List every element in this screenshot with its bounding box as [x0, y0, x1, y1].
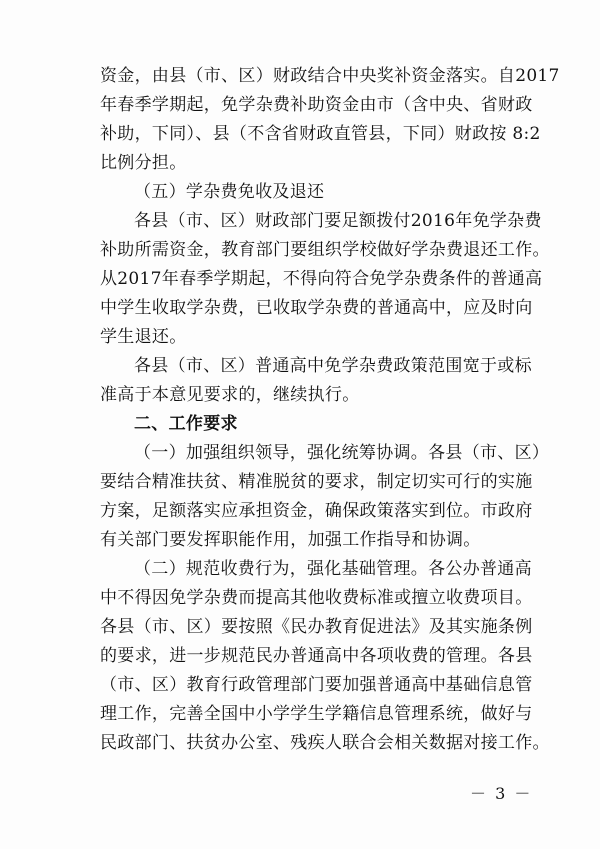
section-heading: 二、工作要求 [134, 414, 238, 434]
text-line: 补助，下同）、县（不含省财政直管县，下同）财政按 8:2 [100, 124, 541, 144]
text-line: 各县（市、区）普通高中免学杂费政策范围宽于或标 [134, 356, 532, 376]
text-line: 有关部门要发挥职能作用，加强工作指导和协调。 [100, 530, 481, 550]
text-line: 准高于本意见要求的，继续执行。 [100, 385, 360, 405]
body-text [100, 62, 560, 758]
section-subheading: （五）学杂费免收及退还 [134, 182, 325, 202]
text-line: 资金，由县（市、区）财政结合中央奖补资金落实。自2017 [100, 66, 560, 86]
text-line: 的要求，进一步规范民办普通高中各项收费的管理。各县 [100, 646, 533, 666]
page-number: － 3 － [470, 784, 533, 803]
text-line: 从2017年春季学期起，不得向符合免学杂费条件的普通高 [100, 269, 543, 289]
text-line: （二）规范收费行为，强化基础管理。各公办普通高 [134, 559, 532, 579]
text-line: 学生退还。 [100, 327, 187, 347]
text-line: 年春季学期起，免学杂费补助资金由市（含中央、省财政 [100, 95, 533, 115]
text-line: 方案，足额落实应承担资金，确保政策落实到位。市政府 [100, 501, 533, 521]
text-line: 中学生收取学杂费，已收取学杂费的普通高中，应及时向 [100, 298, 533, 318]
text-line: 要结合精准扶贫、精准脱贫的要求，制定切实可行的实施 [100, 472, 533, 492]
text-line: 比例分担。 [100, 153, 187, 173]
text-line: 各县（市、区）财政部门要足额拨付2016年免学杂费 [134, 211, 542, 231]
text-line: （一）加强组织领导，强化统筹协调。各县（市、区） [134, 443, 550, 463]
text-line: 理工作，完善全国中小学学生学籍信息管理系统，做好与 [100, 704, 533, 724]
text-line: 各县（市、区）要按照《民办教育促进法》及其实施条例 [100, 617, 533, 637]
text-line: 补助所需资金，教育部门要组织学校做好学杂费退还工作。 [100, 240, 550, 260]
text-line: 民政部门、扶贫办公室、残疾人联合会相关数据对接工作。 [100, 733, 550, 753]
text-line: （市、区）教育行政管理部门要加强普通高中基础信息管 [100, 675, 533, 695]
text-line: 中不得因免学杂费而提高其他收费标准或擅立收费项目。 [100, 588, 533, 608]
